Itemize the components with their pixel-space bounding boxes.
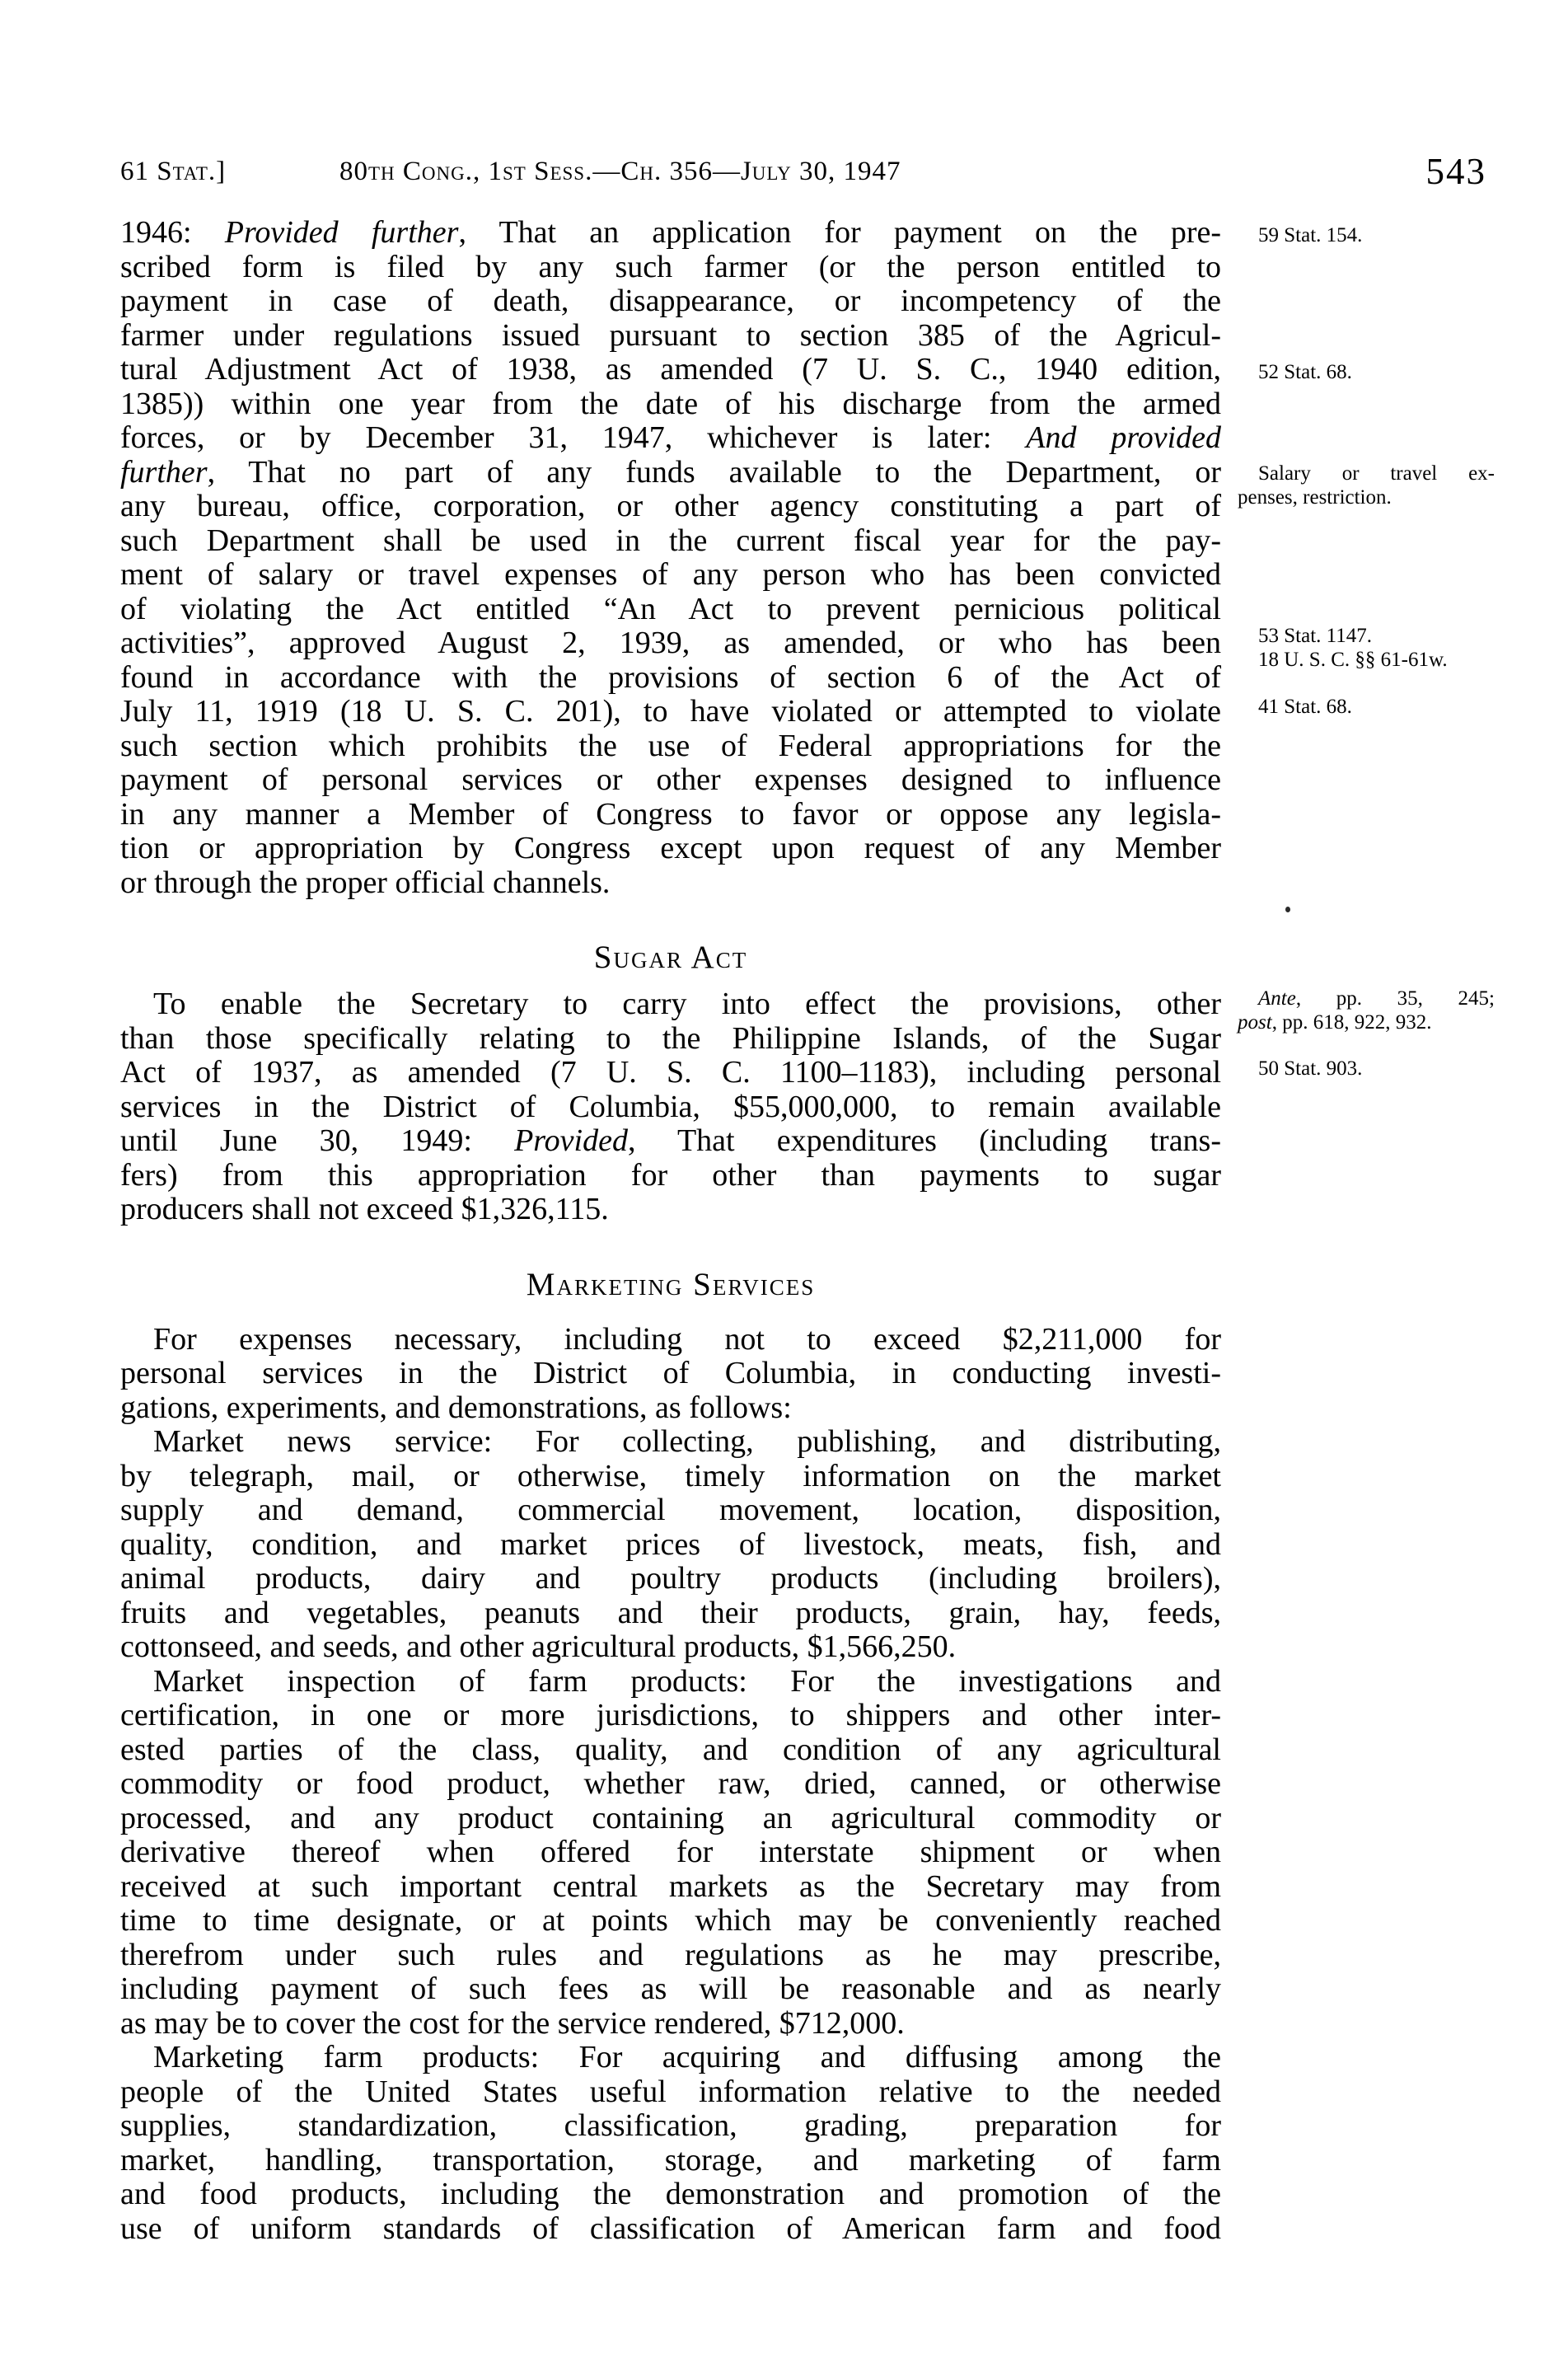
text-line: any bureau, office, corporation, or other agency constituting a part of — [120, 489, 1221, 523]
note-50-stat-903 — [1238, 1057, 1495, 1081]
margin-note-line: 18 U. S. C. §§ 61-61w. — [1258, 649, 1448, 671]
text-line: and food products, including the demonstration and promotion of the — [120, 2177, 1221, 2211]
margin-note-line: Salary or travel ex- — [1258, 462, 1495, 485]
paragraph-marketing-farm-products — [120, 2041, 1221, 2246]
text-line: ment of salary or travel expenses of any person who has been convicted — [120, 557, 1221, 592]
text-line: Act of 1937, as amended (7 U. S. C. 1100–1183), including personal — [120, 1055, 1221, 1090]
text-line: payment in case of death, disappearance, or incompetency of the — [120, 284, 1221, 318]
text-line: animal products, dairy and poultry products (including broilers), — [120, 1561, 1221, 1596]
margin-note-line: post, pp. 618, 922, 932. — [1238, 1011, 1432, 1034]
text-line: tion or appropriation by Congress except upon request of any Member — [120, 831, 1221, 865]
text-line: services in the District of Columbia, $55,000,000, to remain available — [120, 1089, 1221, 1124]
text-line: commodity or food product, whether raw, dried, canned, or otherwise — [120, 1766, 1221, 1801]
note-salary-travel-restriction — [1238, 462, 1495, 509]
text-line: quality, condition, and market prices of livestock, meats, fish, and — [120, 1526, 1221, 1562]
text-line: 1385)) within one year from the date of his discharge from the armed — [120, 386, 1221, 421]
margin-note-line: 41 Stat. 68. — [1258, 696, 1352, 718]
text-line: scribed form is filed by any such farmer (or the person entitled to — [120, 249, 1221, 284]
text-line: as may be to cover the cost for the service rendered, $712,000. — [120, 2005, 905, 2041]
paragraph-marketing-intro — [120, 1323, 1221, 1426]
text-line: activities”, approved August 2, 1939, as amended, or who has been — [120, 626, 1221, 660]
text-line: therefrom under such rules and regulations as he may prescribe, — [120, 1937, 1221, 1972]
text-line: people of the United States useful information relative to the needed — [120, 2074, 1221, 2109]
text-line: Marketing farm products: For acquiring and diffusing among the — [153, 2040, 1221, 2074]
sugar-act-heading: Sugar Act — [593, 940, 748, 975]
note-52-stat-68 — [1238, 360, 1495, 384]
text-line: tural Adjustment Act of 1938, as amended (7 U. S. C., 1940 edition, — [120, 352, 1221, 387]
marketing-services-heading: Marketing Services — [526, 1266, 816, 1302]
text-line: Market inspection of farm products: For the investigations and — [153, 1663, 1221, 1699]
text-line: cottonseed, and seeds, and other agricultural products, $1,566,250. — [120, 1629, 957, 1664]
text-line: supplies, standardization, classification, grading, preparation for — [120, 2108, 1221, 2143]
header-session-title: 80th Cong., 1st Sess.—Ch. 356—July 30, 1947 — [339, 157, 901, 186]
text-line: processed, and any product containing an agricultural commodity or — [120, 1800, 1221, 1835]
text-line: received at such important central markets as the Secretary may from — [120, 1868, 1221, 1904]
text-line: by telegraph, mail, or otherwise, timely information on the market — [120, 1458, 1221, 1493]
margin-note-line: 52 Stat. 68. — [1258, 361, 1352, 383]
text-line: payment of personal services or other expenses designed to influence — [120, 762, 1221, 797]
paragraph-continuation-1946 — [120, 216, 1221, 900]
text-line: market, handling, transportation, storage, and marketing of farm — [120, 2142, 1221, 2178]
margin-notes-column — [1238, 0, 1495, 2358]
text-line: use of uniform standards of classification of American farm and food — [120, 2210, 1221, 2246]
text-line: fruits and vegetables, peanuts and their products, grain, hay, feeds, — [120, 1595, 1221, 1630]
paragraph-market-inspection — [120, 1665, 1221, 2042]
text-line: Market news service: For collecting, publishing, and distributing, — [153, 1424, 1221, 1459]
text-line: than those specifically relating to the Philippine Islands, of the Sugar — [120, 1020, 1221, 1056]
header-volume-ref: 61 Stat.] — [120, 157, 227, 186]
note-41-stat-68 — [1238, 695, 1495, 719]
margin-note-line: Ante, pp. 35, 245; — [1258, 987, 1495, 1010]
text-line: gations, experiments, and demonstrations, as follows: — [120, 1390, 792, 1425]
text-line: 1946: Provided further, That an application for payment on the pre- — [120, 215, 1222, 250]
margin-note-line: 59 Stat. 154. — [1258, 224, 1363, 246]
paragraph-sugar-act — [120, 987, 1221, 1227]
text-line: time to time designate, or at points which may be conveniently reached — [120, 1903, 1221, 1938]
text-line: of violating the Act entitled “An Act to prevent pernicious political — [120, 591, 1221, 626]
text-line: ested parties of the class, quality, and condition of any agricultural — [120, 1732, 1221, 1767]
margin-note-line: penses, restriction. — [1238, 486, 1392, 509]
text-line: derivative thereof when offered for interstate shipment or when — [120, 1835, 1221, 1869]
text-line: further, That no part of any funds available to the Department, or — [120, 454, 1221, 490]
text-line: producers shall not exceed $1,326,115. — [120, 1192, 609, 1226]
header-page-number: 543 — [1425, 151, 1486, 192]
text-line: such section which prohibits the use of Federal appropriations for the — [120, 728, 1221, 763]
body-column — [120, 0, 1221, 2246]
text-line: forces, or by December 31, 1947, whichever is later: And provided — [120, 420, 1221, 455]
paragraph-market-news-service — [120, 1425, 1221, 1665]
text-line: farmer under regulations issued pursuant to section 385 of the Agricul- — [120, 317, 1221, 353]
note-ante-post-pages — [1238, 987, 1495, 1034]
text-line: personal services in the District of Columbia, in conducting investi- — [120, 1356, 1221, 1390]
text-line: in any manner a Member of Congress to favor or oppose any legisla- — [120, 796, 1221, 832]
text-line: found in accordance with the provisions of section 6 of the Act of — [120, 659, 1221, 695]
text-line: including payment of such fees as will be reasonable and as nearly — [120, 1971, 1221, 2006]
margin-note-line: 53 Stat. 1147. — [1258, 625, 1372, 647]
note-59-stat-154 — [1238, 223, 1495, 247]
text-line: For expenses necessary, including not to exceed $2,211,000 for — [153, 1321, 1221, 1357]
text-line: such Department shall be used in the current fiscal year for the pay- — [120, 523, 1221, 558]
margin-note-line: 50 Stat. 903. — [1258, 1057, 1363, 1080]
text-line: July 11, 1919 (18 U. S. C. 201), to have violated or attempted to violate — [120, 694, 1221, 729]
text-line: or through the proper official channels. — [120, 865, 611, 900]
text-line: supply and demand, commercial movement, location, disposition, — [120, 1493, 1221, 1527]
text-line: certification, in one or more jurisdictions, to shippers and other inter- — [120, 1698, 1221, 1732]
text-line: To enable the Secretary to carry into effect the provisions, other — [153, 987, 1221, 1021]
note-53-stat-1147 — [1238, 624, 1495, 672]
ink-speck — [1285, 907, 1290, 912]
text-line: until June 30, 1949: Provided, That expenditures (including trans- — [120, 1123, 1221, 1158]
text-line: fers) from this appropriation for other than payments to sugar — [120, 1157, 1221, 1193]
